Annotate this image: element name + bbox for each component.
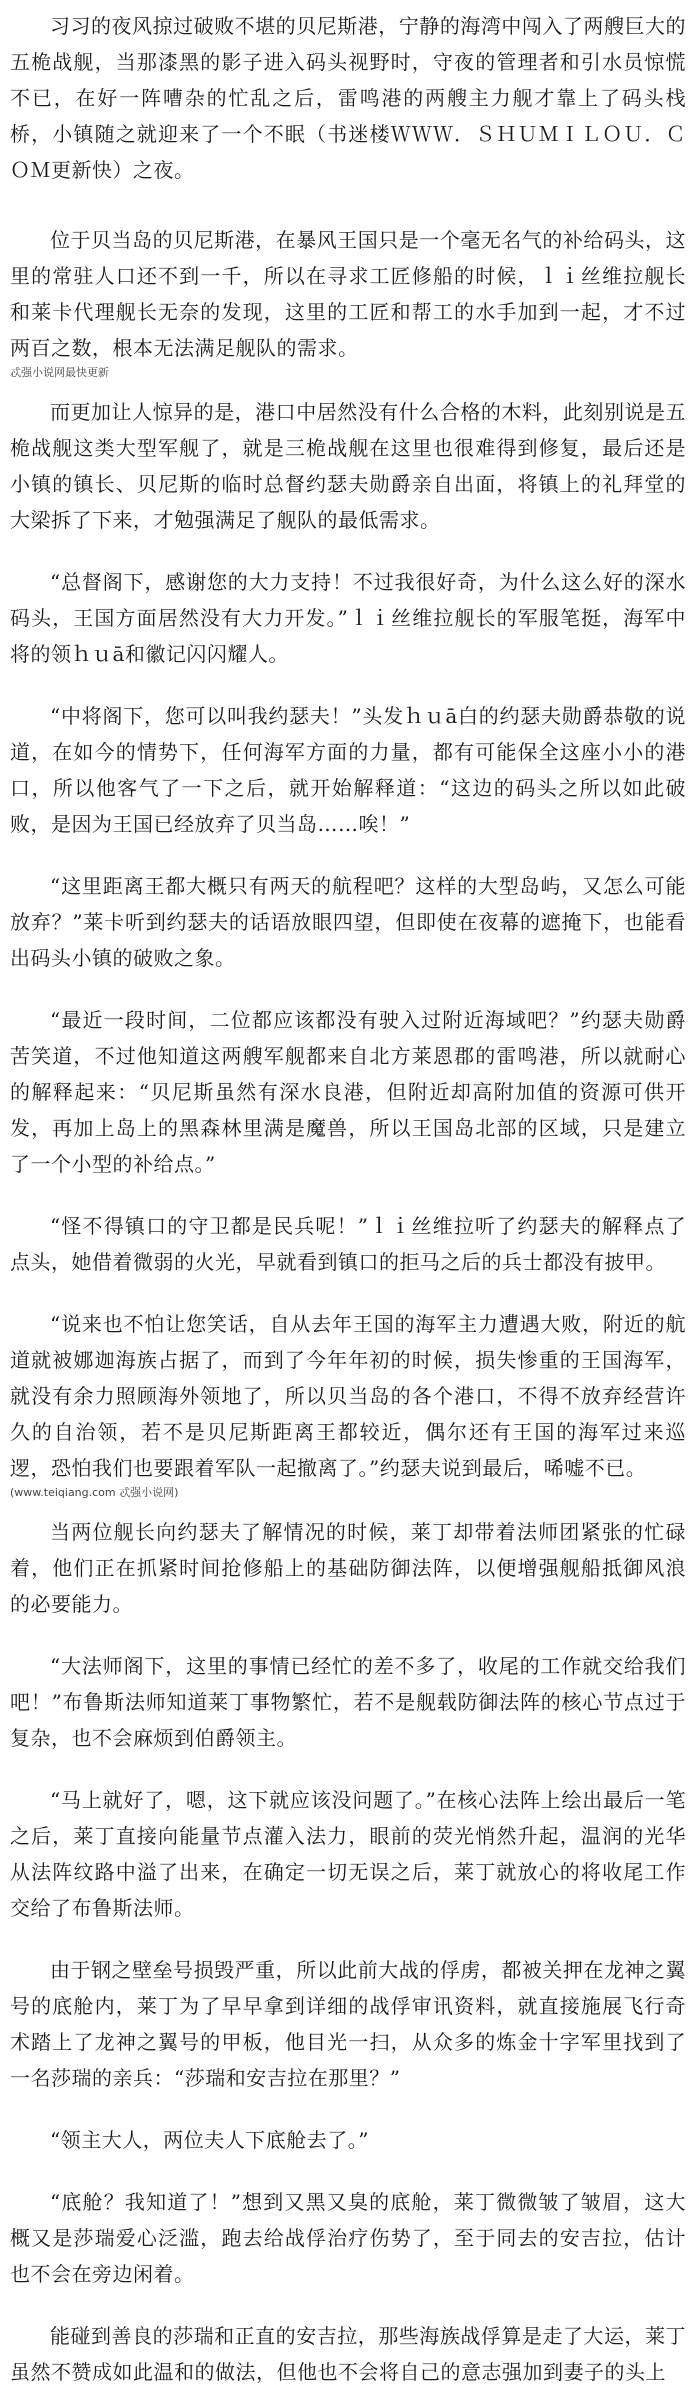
paragraph-9: “说来也不怕让您笑话，自从去年王国的海军主力遭遇大败，附近的航道就被娜迦海族占据了，而到了今年年初的时候，损失惨重的王国海军，就没有余力照顾海外领地了，所以贝当岛的各个港口，不得不放弃经营许久的自治领，若不是贝尼斯距离王都较近，偶尔还有王国的海军过来巡逻，恐怕我们也要跟着军队一起撤离了。”约瑟夫说到最后，唏嘘不已。 [10, 1312, 686, 1480]
paragraph-gap [10, 380, 686, 394]
paragraph-gap [10, 1622, 686, 1648]
paragraph-gap [10, 2158, 686, 2184]
paragraph-gap [10, 1182, 686, 1208]
paragraph-5: “中将阁下，您可以叫我约瑟夫！”头发ｈｕā白的约瑟夫勋爵恭敬的说道，在如今的情势下，任何海军方面的力量，都有可能保全这座小小的港口，所以他客气了一下之后，就开始解释道：“这边的码头之所以如此破败，是因为王国已经放弃了贝当岛……唉！” [10, 704, 686, 836]
paragraph-gap [10, 672, 686, 698]
paragraph-4: “总督阁下，感谢您的大力支持！不过我很好奇，为什么这么好的深水码头，王国方面居然没有大力开发。”ｌｉ丝维拉舰长的军服笔挺，海军中将的领ｈｕā和徽记闪闪耀人。 [10, 570, 686, 666]
paragraph-12: “马上就好了，嗯，这下就应该没问题了。”在核心法阵上绘出最后一笔之后，莱丁直接向能量节点灌入法力，眼前的荧光悄然升起，温润的光华从法阵纹路中溢了出来，在确定一切无误之后，莱丁就放心的将收尾工作交给了布鲁斯法师。 [10, 1788, 686, 1920]
paragraph-1: 习习的夜风掠过破败不堪的贝尼斯港，宁静的海湾中闯入了两艘巨大的五桅战舰，当那漆黑的影子进入码头视野时，守夜的管理者和引水员惊慌不已，在好一阵嘈杂的忙乱之后，雷鸣港的两艘主力舰才靠上了码头栈桥，小镇随之就迎来了一个不眠（书迷楼ＷＷＷ．ＳＨＵＭＩＬＯＵ．ＣＯＭ更新快）之夜。 [10, 14, 686, 182]
paragraph-gap [10, 976, 686, 1002]
paragraph-gap [10, 1500, 686, 1514]
paragraph-gap [10, 2292, 686, 2318]
paragraph-3: 而更加让人惊异的是，港口中居然没有什么合格的木料，此刻别说是五桅战舰这类大型军舰了，就是三桅战舰在这里也很难得到修复，最后还是小镇的镇长、贝尼斯的临时总督约瑟夫勋爵亲自出面，将镇上的礼拜堂的大梁拆了下来，才勉强满足了舰队的最低需求。 [10, 400, 686, 532]
paragraph-gap [10, 188, 686, 222]
paragraph-10: 当两位舰长向约瑟夫了解情况的时候，莱丁却带着法师团紧张的忙碌着，他们正在抓紧时间抢修船上的基础防御法阵，以便增强舰船抵御风浪的必要能力。 [10, 1520, 686, 1616]
site-url-watermark: (www.teiqiang.com 忒强小说网) [10, 1486, 179, 1499]
paragraph-8: “怪不得镇口的守卫都是民兵呢！”ｌｉ丝维拉听了约瑟夫的解释点了点头，她借着微弱的火光，早就看到镇口的拒马之后的兵士都没有披甲。 [10, 1214, 686, 1274]
paragraph-11: “大法师阁下，这里的事情已经忙的差不多了，收尾的工作就交给我们吧！”布鲁斯法师知道莱丁事物繁忙，若不是舰载防御法阵的核心节点过于复杂，也不会麻烦到伯爵领主。 [10, 1654, 686, 1750]
paragraph-gap [10, 1926, 686, 1952]
paragraph-gap [10, 1756, 686, 1782]
paragraph-2: 位于贝当岛的贝尼斯港，在暴风王国只是一个毫无名气的补给码头，这里的常驻人口还不到一千，所以在寻求工匠修船的时候，ｌｉ丝维拉舰长和莱卡代理舰长无奈的发现，这里的工匠和帮工的水手加到一起，才不过两百之数，根本无法满足舰队的需求。 [10, 228, 686, 360]
paragraph-gap [10, 842, 686, 868]
site-banner-watermark: 忒强小说网最快更新 [10, 366, 109, 379]
paragraph-gap [10, 538, 686, 564]
paragraph-7: “最近一段时间，二位都应该都没有驶入过附近海域吧？”约瑟夫勋爵苦笑道，不过他知道这两艘军舰都来自北方莱恩郡的雷鸣港，所以就耐心的解释起来：“贝尼斯虽然有深水良港，但附近却高附加值的资源可供开发，再加上岛上的黑森林里满是魔兽，所以王国岛北部的区域，只是建立了一个小型的补给点。” [10, 1008, 686, 1176]
paragraph-gap [10, 2096, 686, 2122]
paragraph-16: 能碰到善良的莎瑞和正直的安吉拉，那些海族战俘算是走了大运，莱丁虽然不赞成如此温和的做法，但他也不会将自己的意志强加到妻子的头上 [10, 2324, 686, 2384]
paragraph-13: 由于钢之壁垒号损毁严重，所以此前大战的俘虏，都被关押在龙神之翼号的底舱内，莱丁为了早早拿到详细的战俘审讯资料，就直接施展飞行奇术踏上了龙神之翼号的甲板，他目光一扫，从众多的炼金十字军里找到了一名莎瑞的亲兵：“莎瑞和安吉拉在那里？” [10, 1958, 686, 2090]
paragraph-15: “底舱？我知道了！”想到又黑又臭的底舱，莱丁微微皱了皱眉，这大概又是莎瑞爱心泛滥，跑去给战俘治疗伤势了，至于同去的安吉拉，估计也不会在旁边闲着。 [10, 2190, 686, 2286]
paragraph-14: “领主大人，两位夫人下底舱去了。” [50, 2128, 369, 2152]
paragraph-6: “这里距离王都大概只有两天的航程吧？这样的大型岛屿，又怎么可能放弃？”莱卡听到约瑟夫的话语放眼四望，但即使在夜幕的遮掩下，也能看出码头小镇的破败之象。 [10, 874, 686, 970]
paragraph-gap [10, 1280, 686, 1306]
